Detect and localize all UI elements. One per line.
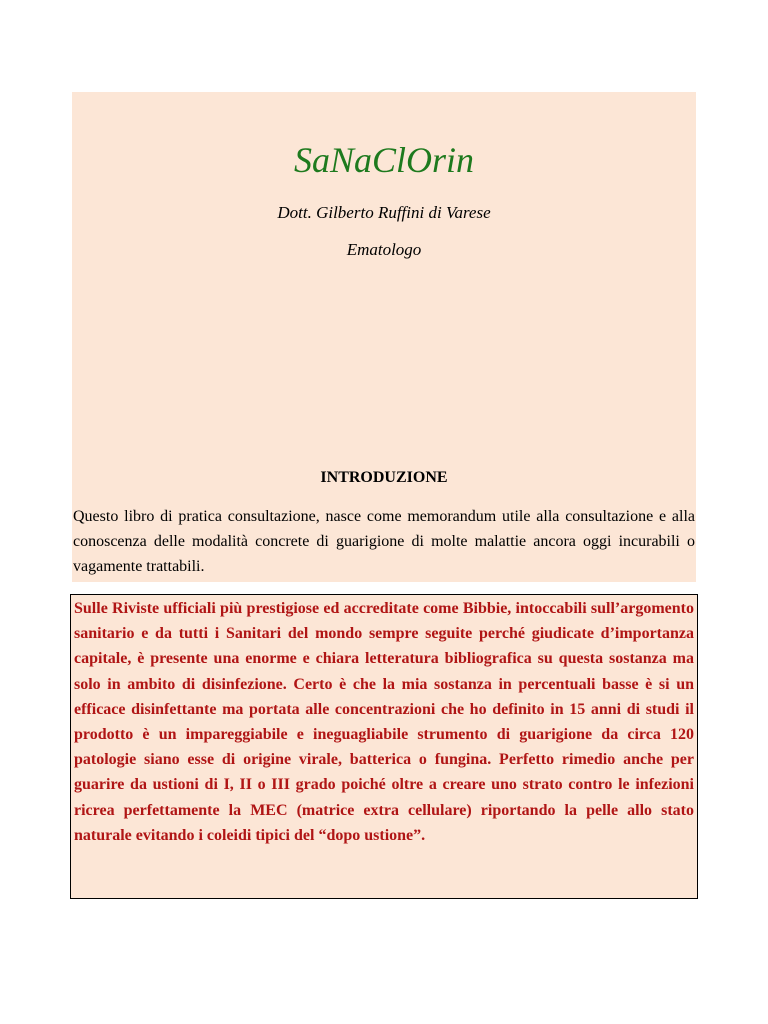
highlight-paragraph: Sulle Riviste ufficiali più prestigiose ed accreditate come Bibbie, intoccabili sull’argomento sanitario e da tutti i Sanitari del mondo sempre seguite perché giudicate d’importanza capitale, è presente una enorme e chiara letteratura bibliografica su questa sostanza ma solo in ambito di disinfezione. Certo è che la mia sostanza in percentuali basse è si un efficace disinfettante ma portata alle concentrazioni che ho definito in 15 anni di studi il prodotto è un impareggiabile e ineguagliabile strumento di guarigione da circa 120 patologie siano esse di origine virale, batterica o fungina. Perfetto rimedio anche per guarire da ustioni di I, II o III grado poiché oltre a creare uno strato contro le infezioni ricrea perfettamente la MEC (matrice extra cellulare) riportando la pelle allo stato naturale evitando i coleidi tipici del “dopo ustione”. <box>74 600 694 844</box>
book-title: SaNaClOrin <box>293 140 475 180</box>
author-role: Ematologo <box>346 240 422 259</box>
introduction-paragraph: Questo libro di pratica consultazione, nasce come memorandum utile alla consultazione e alla conoscenza delle modalità concrete di guarigione di molte malattie ancora oggi incurabili o vagamente trattabili. <box>73 508 695 575</box>
author-name: Dott. Gilberto Ruffini di Varese <box>277 203 491 222</box>
highlight-box <box>70 594 698 899</box>
cover-panel <box>72 92 696 582</box>
introduction-heading: INTRODUZIONE <box>320 469 448 486</box>
